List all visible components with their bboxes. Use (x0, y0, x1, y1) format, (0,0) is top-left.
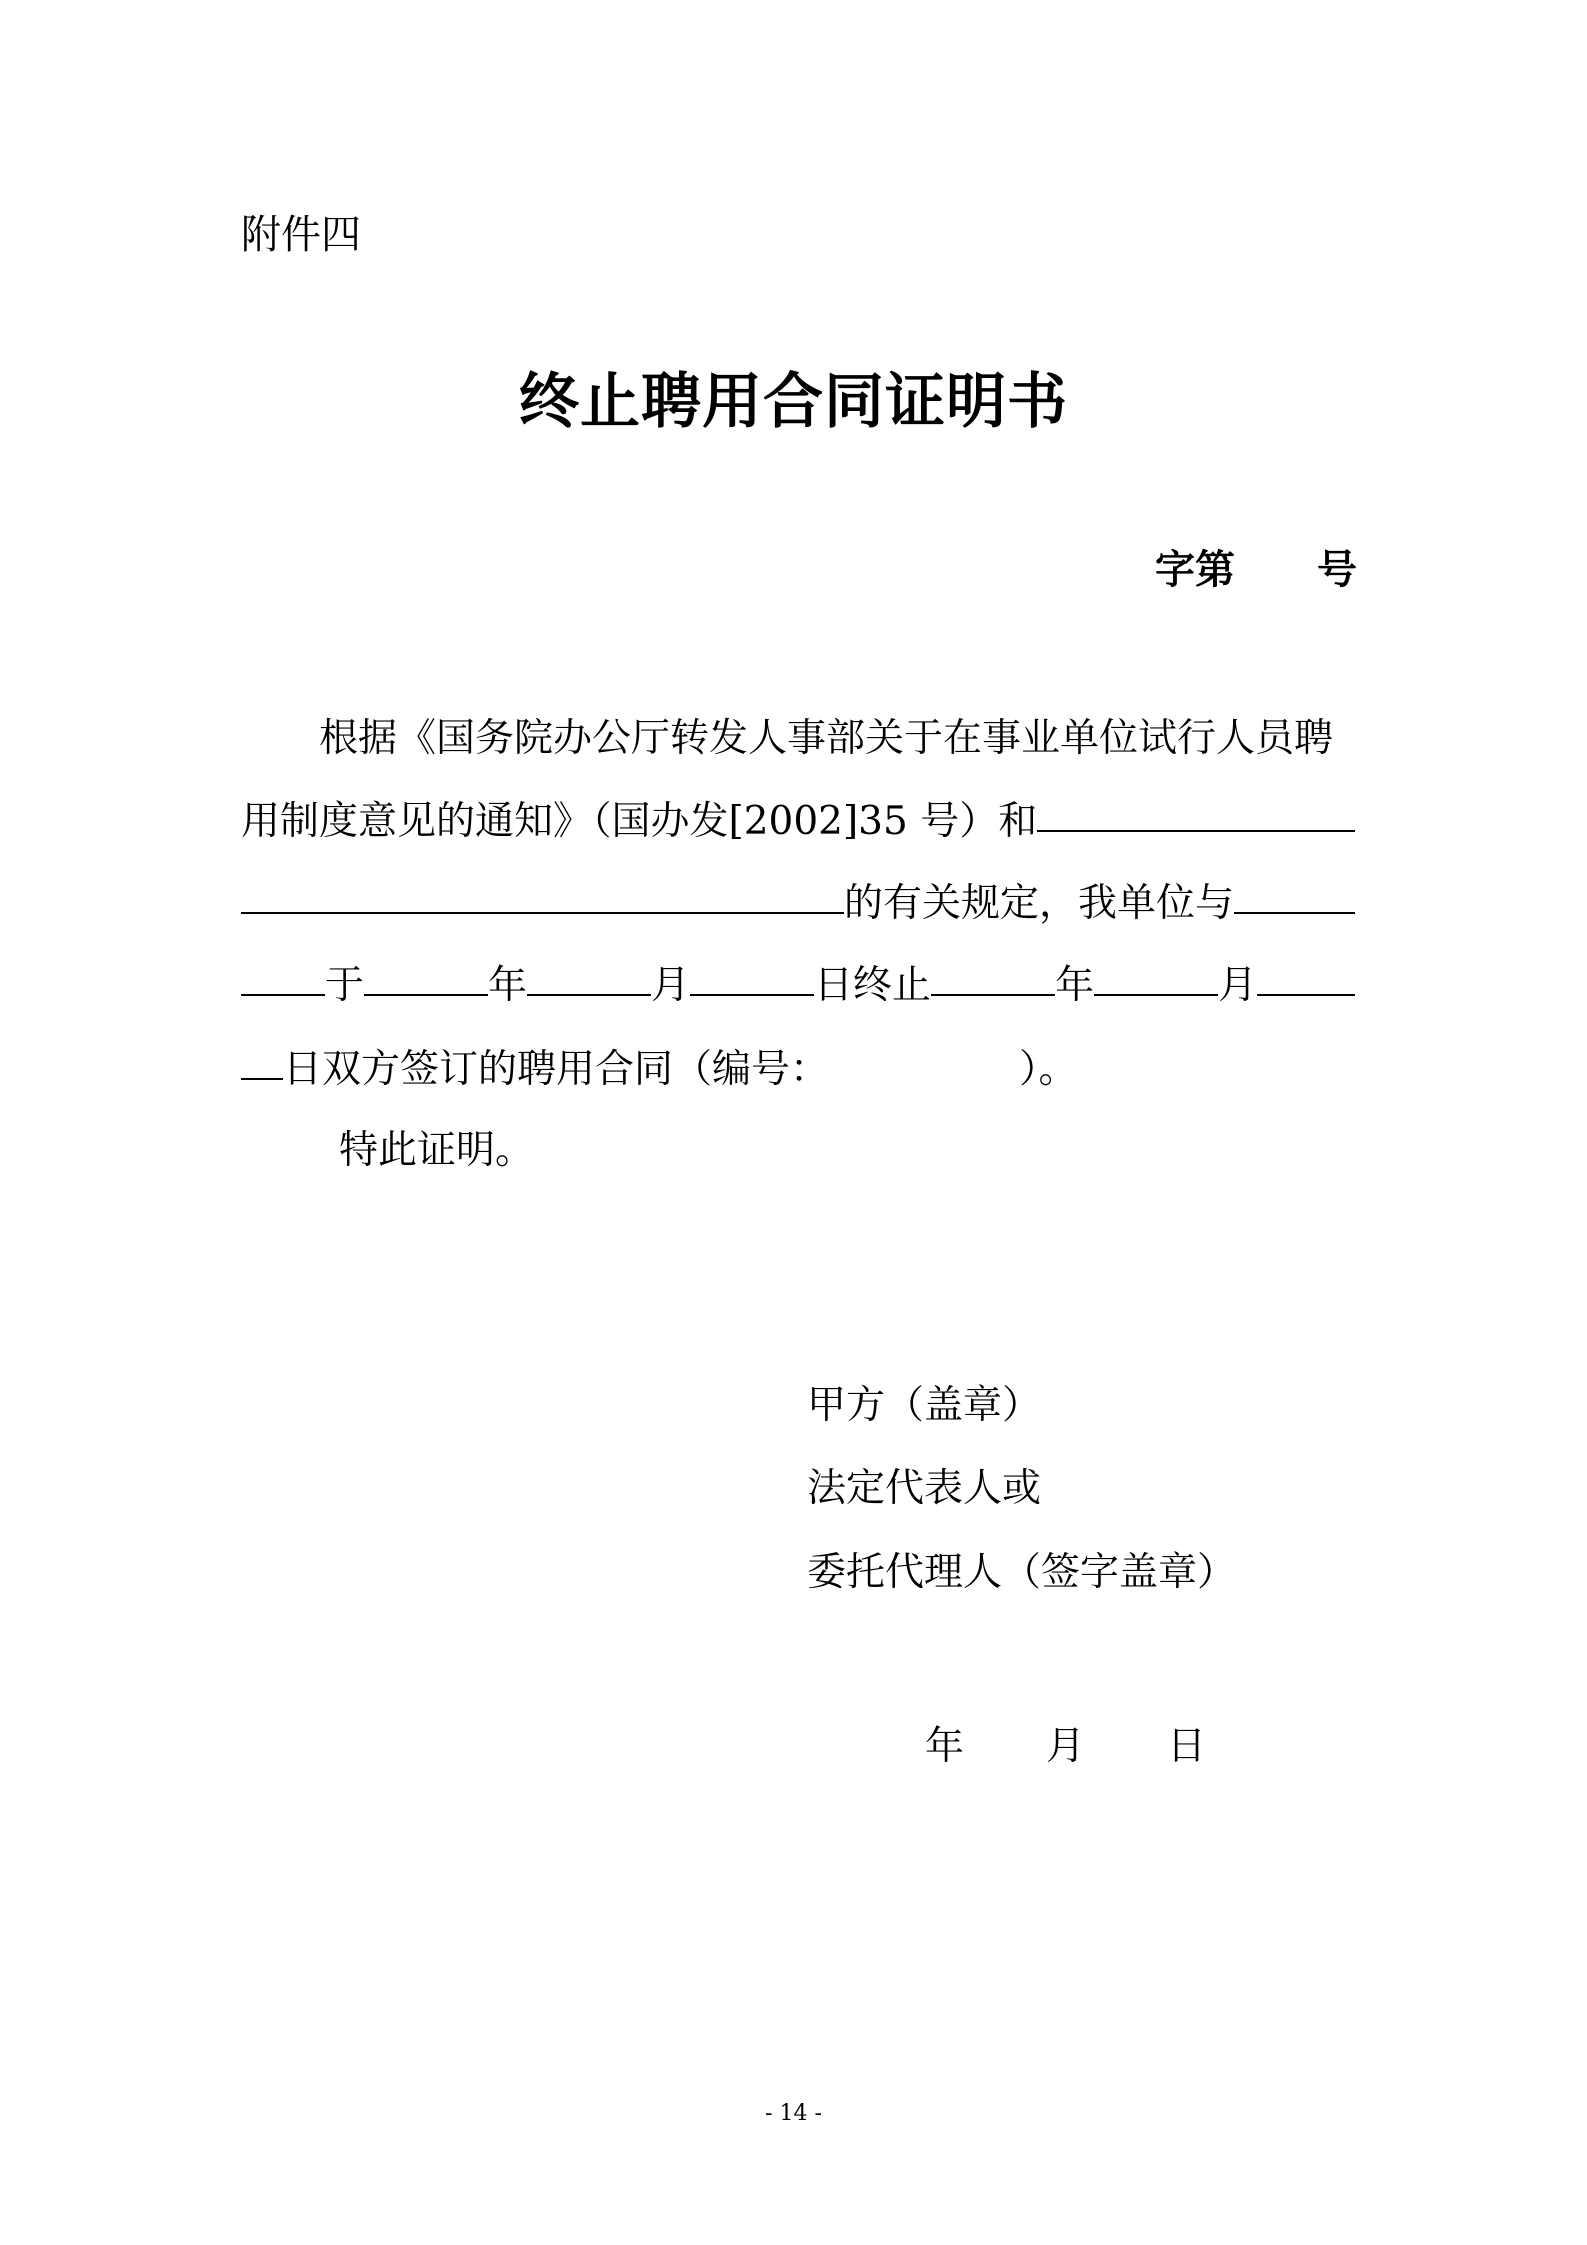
body-line-3 (241, 881, 1355, 926)
body-line-4 (241, 963, 1355, 1008)
closing-text: 特此证明。 (339, 1128, 535, 1173)
word-nian-2: 年 (1055, 963, 1095, 1008)
word-ri-end: 日终止 (814, 963, 932, 1008)
blank-regulation-part1[interactable] (1037, 830, 1355, 832)
blank-employee-name-part2[interactable] (241, 994, 325, 996)
blank-sign-day-part2[interactable] (241, 1078, 283, 1080)
body-line-1 (241, 716, 1355, 761)
blank-end-year[interactable] (364, 994, 488, 996)
signature-party-a: 甲方（盖章） (807, 1383, 1042, 1428)
doc-number-prefix: 字第 (1155, 547, 1235, 593)
word-nian: 年 (488, 963, 528, 1008)
body-line-2-text: 用制度意见的通知》（国办发[2002]35 号）和 (241, 799, 1038, 844)
date-line (925, 1724, 1207, 1769)
attachment-label: 附件四 (241, 212, 361, 258)
body-line-5-text: 日双方签订的聘用合同（编号： (283, 1047, 830, 1092)
page-title: 终止聘用合同证明书 (519, 367, 1068, 437)
body-line-5 (241, 1047, 1355, 1092)
body-line-2 (241, 799, 1355, 844)
blank-end-month[interactable] (527, 994, 651, 996)
body-line-1-text: 根据《国务院办公厅转发人事部关于在事业单位试行人员聘 (319, 716, 1334, 761)
word-yu: 于 (325, 963, 365, 1008)
blank-employee-name-part1[interactable] (1234, 912, 1355, 914)
blank-sign-month[interactable] (1094, 994, 1218, 996)
blank-sign-year[interactable] (931, 994, 1055, 996)
page-number: - 14 - (765, 2101, 822, 2126)
blank-end-day[interactable] (690, 994, 814, 996)
body-line-5-end: ）。 (1019, 1047, 1078, 1092)
body-line-3-text: 的有关规定，我单位与 (844, 881, 1235, 926)
blank-sign-day-part1[interactable] (1257, 994, 1355, 996)
document-number (1155, 547, 1357, 593)
word-yue: 月 (651, 963, 691, 1008)
date-day: 日 (1167, 1724, 1207, 1769)
signature-agent: 委托代理人（签字盖章） (807, 1550, 1237, 1595)
doc-number-suffix: 号 (1317, 547, 1357, 593)
closing-line (241, 1128, 1355, 1173)
blank-regulation-part2[interactable] (241, 912, 844, 914)
word-yue-2: 月 (1218, 963, 1258, 1008)
date-year: 年 (925, 1724, 965, 1769)
date-month: 月 (1046, 1724, 1086, 1769)
signature-legal-rep: 法定代表人或 (807, 1466, 1042, 1511)
